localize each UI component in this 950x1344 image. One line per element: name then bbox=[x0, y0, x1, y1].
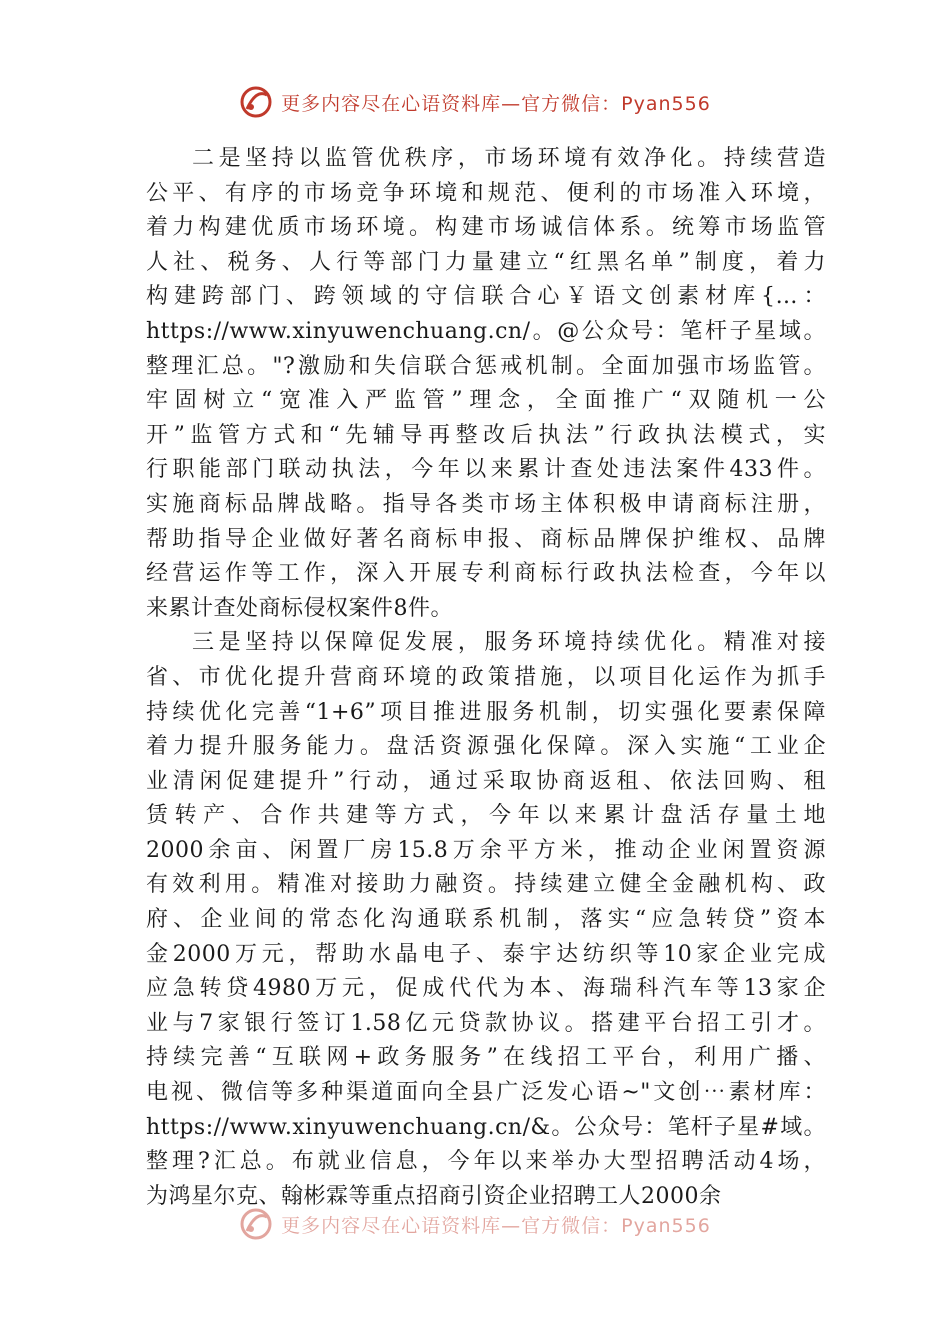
text-line: 开”监管方式和“先辅导再整改后执法”行政执法模式，实 bbox=[146, 422, 826, 448]
text-line: 人社、税务、人行等部门力量建立“红黑名单”制度，着力 bbox=[146, 249, 826, 275]
text-line: 2000余亩、闲置厂房15.8万余平方米，推动企业闲置资源 bbox=[146, 837, 826, 863]
text-line: 业与7家银行签订1.58亿元贷款协议。搭建平台招工引才。 bbox=[146, 1010, 826, 1036]
text-line: 电视、微信等多种渠道面向全县广泛发心语~"文创⋯素材库： bbox=[146, 1080, 826, 1106]
text-line: 有效利用。精准对接助力融资。持续建立健全金融机构、政 bbox=[146, 872, 826, 898]
text-line: 二是坚持以监管优秩序，市场环境有效净化。持续营造 bbox=[192, 146, 826, 171]
header-banner bbox=[0, 82, 950, 122]
header-banner-text: 更多内容尽在心语资料库—官方微信：Pyan556 bbox=[281, 92, 711, 115]
text-line: 为鸿星尔克、翰彬霖等重点招商引资企业招聘工人2000余 bbox=[146, 1183, 722, 1209]
text-line: 持续优化完善“1+6”项目推进服务机制，切实强化要素保障 bbox=[146, 699, 826, 725]
text-line: 实施商标品牌战略。指导各类市场主体积极申请商标注册， bbox=[146, 491, 826, 517]
brand-logo-icon bbox=[239, 1207, 273, 1241]
text-line: 省、市优化提升营商环境的政策措施，以项目化运作为抓手 bbox=[146, 664, 826, 690]
text-line: 府、企业间的常态化沟通联系机制，落实“应急转贷”资本 bbox=[146, 907, 826, 933]
text-line: 业清闲促建提升”行动，通过采取协商返租、依法回购、租 bbox=[146, 768, 826, 794]
text-line: 持续完善“互联网+政务服务”在线招工平台，利用广播、 bbox=[146, 1045, 826, 1071]
text-line: 金2000万元，帮助水晶电子、泰宇达纺织等10家企业完成 bbox=[146, 941, 826, 967]
text-line: 三是坚持以保障促发展，服务环境持续优化。精准对接 bbox=[192, 630, 826, 656]
text-line: 着力提升服务能力。盘活资源强化保障。深入实施“工业企 bbox=[146, 734, 826, 760]
text-line: 经营运作等工作，深入开展专利商标行政执法检查，今年以 bbox=[146, 561, 826, 587]
document-body bbox=[146, 142, 826, 1222]
text-line: 帮助指导企业做好著名商标申报、商标品牌保护维权、品牌 bbox=[146, 526, 826, 552]
text-line: 来累计查处商标侵权案件8件。 bbox=[146, 595, 453, 621]
text-line: https://www.xinyuwenchuang.cn/&。公众号：笔杆子星#域。 bbox=[146, 1114, 826, 1140]
text-line: 着力构建优质市场环境。构建市场诚信体系。统筹市场监管 bbox=[146, 215, 826, 241]
text-line: 整理汇总。"?激励和失信联合惩戒机制。全面加强市场监管。 bbox=[146, 353, 826, 379]
text-line: 公平、有序的市场竞争环境和规范、便利的市场准入环境， bbox=[146, 180, 826, 206]
brand-logo-icon bbox=[239, 85, 273, 119]
text-line: 整理?汇总。布就业信息，今年以来举办大型招聘活动4场， bbox=[146, 1149, 826, 1175]
text-line: 牢固树立“宽准入严监管”理念，全面推广“双随机一公 bbox=[146, 388, 826, 414]
text-line: 赁转产、合作共建等方式，今年以来累计盘活存量土地 bbox=[146, 803, 826, 829]
text-line: 构建跨部门、跨领域的守信联合心￥语文创素材库{…： bbox=[146, 284, 826, 310]
text-line: 行职能部门联动执法，今年以来累计查处违法案件433件。 bbox=[146, 457, 826, 483]
footer-banner-text: 更多内容尽在心语资料库—官方微信：Pyan556 bbox=[281, 1214, 711, 1237]
text-line: 应急转贷4980万元，促成代代为本、海瑞科汽车等13家企 bbox=[146, 976, 826, 1002]
text-line: https://www.xinyuwenchuang.cn/。@公众号：笔杆子星域。 bbox=[146, 318, 826, 344]
footer-banner bbox=[0, 1204, 950, 1244]
